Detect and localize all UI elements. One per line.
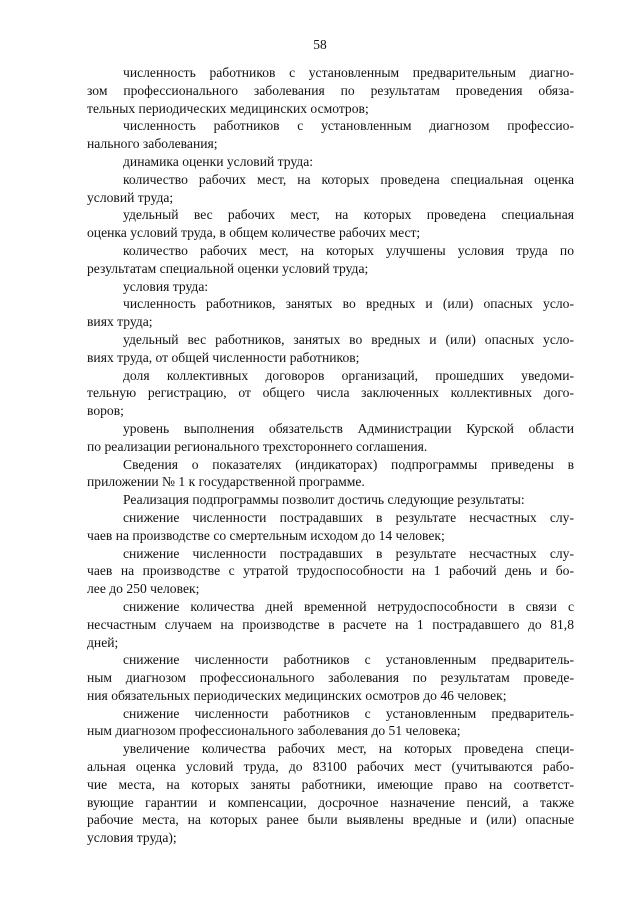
- text-line: удельный вес работников, занятых во вредных и (или) опасных усло-: [123, 331, 574, 347]
- text-line: условий труда;: [87, 189, 174, 205]
- text-line: по реализации регионального трехстороннего соглашения.: [87, 438, 428, 454]
- text-line: снижение численности пострадавших в результате несчастных слу-: [123, 509, 574, 525]
- page-number: 58: [313, 37, 327, 52]
- text-line: вующие гарантии и компенсации, досрочное назначение пенсий, а также: [87, 794, 574, 810]
- text-line: чие места, на которых заняты работники, имеющие право на соответст-: [87, 776, 574, 792]
- text-line: численность работников с установленным предварительным диагно-: [123, 65, 574, 80]
- text-line: количество рабочих мест, на которых улучшены условия труда по: [123, 242, 574, 258]
- text-line: уровень выполнения обязательств Администрации Курской области: [123, 420, 574, 436]
- text-line: снижение численности работников с установленным предваритель-: [123, 652, 574, 668]
- text-line: доля коллективных договоров организаций, прошедших уведоми-: [123, 367, 574, 383]
- text-line: воров;: [87, 403, 124, 419]
- text-line: Сведения о показателях (индикаторах) подпрограммы приведены в: [123, 456, 574, 472]
- text-line: зом профессионального заболевания по результатам проведения обяза-: [87, 82, 574, 98]
- text-line: численность работников, занятых во вредных и (или) опасных усло-: [123, 296, 574, 312]
- text-line: лее до 250 человек;: [87, 581, 200, 597]
- text-line: ным диагнозом профессионального заболевания по результатам проведе-: [87, 670, 574, 686]
- text-line: виях труда;: [87, 314, 153, 330]
- text-line: чаев на производстве с утратой трудоспособности на 1 рабочий день и бо-: [87, 563, 574, 579]
- text-line: альная оценка условий труда, до 83100 рабочих мест (учитываются рабо-: [87, 759, 574, 775]
- text-line: результатам специальной оценки условий труда;: [87, 260, 369, 276]
- text-line: снижение численности пострадавших в результате несчастных слу-: [123, 545, 574, 561]
- text-line: тельных периодических медицинских осмотров;: [87, 100, 369, 116]
- text-line: рабочие места, на которых ранее были выявлены вредные и (или) опасные: [87, 812, 574, 828]
- text-line: снижение количества дней временной нетрудоспособности в связи с: [123, 598, 574, 614]
- text-line: количество рабочих мест, на которых проведена специальная оценка: [123, 171, 574, 187]
- document-body: [87, 64, 574, 847]
- text-line: ния обязательных периодических медицинских осмотров до 46 человек;: [87, 687, 507, 703]
- text-line: удельный вес рабочих мест, на которых проведена специальная: [123, 207, 574, 223]
- text-line: снижение численности работников с установленным предваритель-: [123, 705, 574, 721]
- text-line: ным диагнозом профессионального заболевания до 51 человека;: [87, 723, 461, 739]
- text-line: оценка условий труда, в общем количестве рабочих мест;: [87, 225, 421, 241]
- text-line: нального заболевания;: [87, 136, 218, 152]
- text-line: приложении № 1 к государственной программе.: [87, 474, 365, 490]
- text-line: условия труда:: [123, 278, 209, 294]
- text-line: Реализация подпрограммы позволит достичь следующие результаты:: [123, 492, 525, 508]
- text-line: численность работников с установленным диагнозом профессио-: [123, 118, 574, 134]
- text-line: динамика оценки условий труда:: [123, 153, 314, 169]
- text-line: дней;: [87, 634, 119, 650]
- text-line: тельную регистрацию, от общего числа заключенных коллективных дого-: [87, 385, 574, 401]
- text-line: несчастным случаем на производстве в расчете на 1 пострадавшего до 81,8: [87, 616, 574, 632]
- text-line: условия труда);: [87, 830, 177, 846]
- text-line: увеличение количества рабочих мест, на которых проведена специ-: [123, 741, 574, 757]
- text-line: виях труда, от общей численности работников;: [87, 349, 360, 365]
- text-line: чаев на производстве со смертельным исходом до 14 человек;: [87, 527, 445, 543]
